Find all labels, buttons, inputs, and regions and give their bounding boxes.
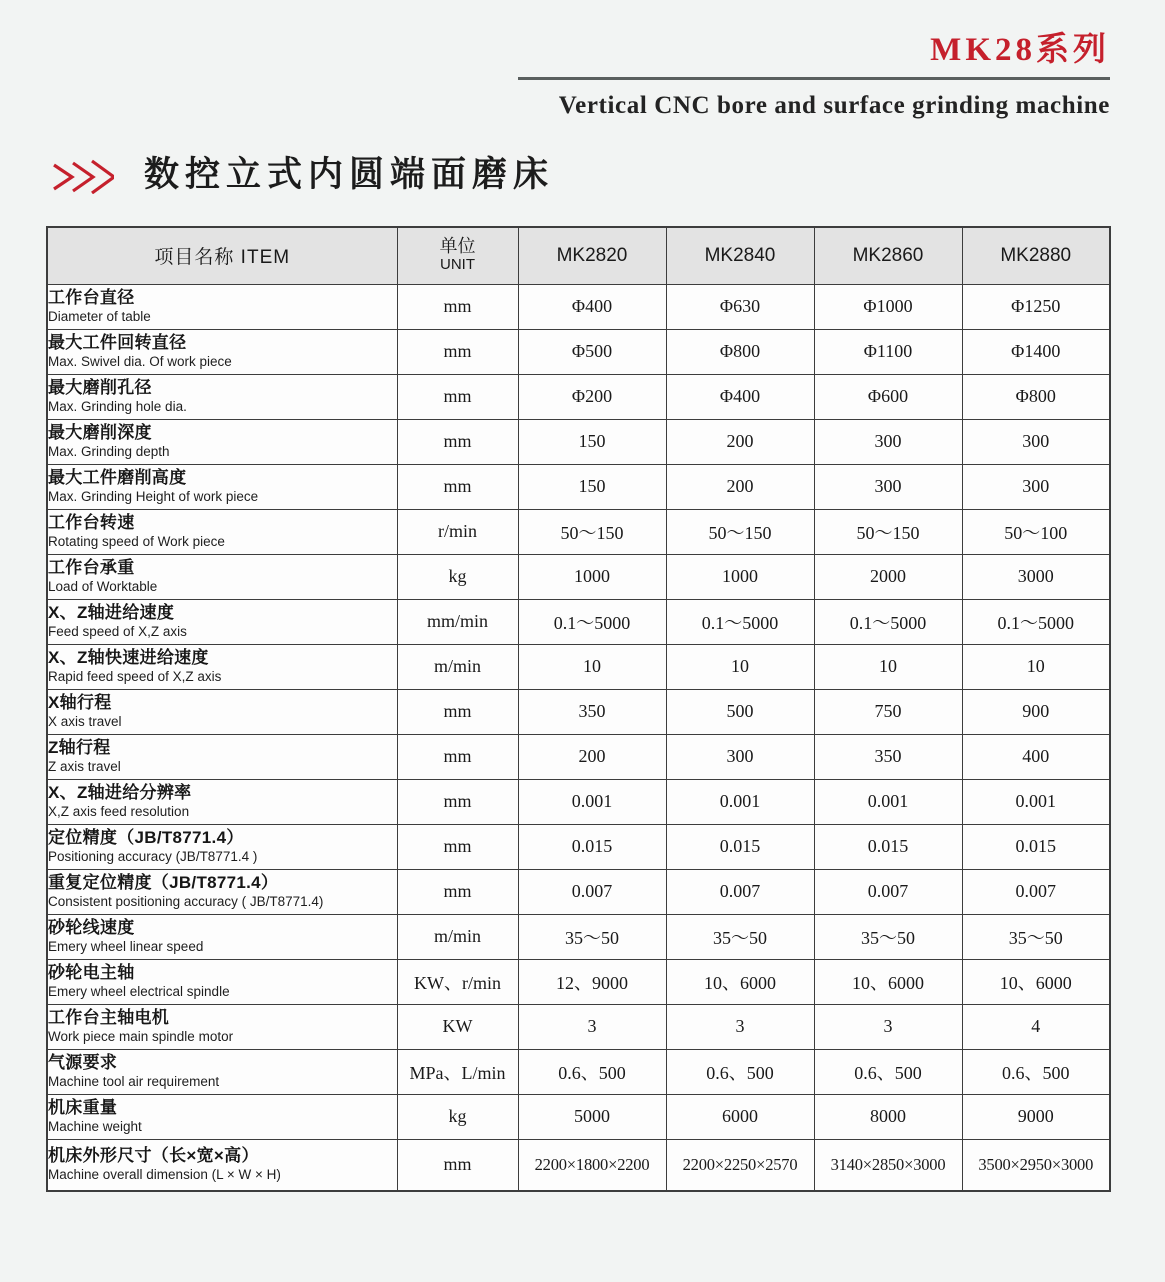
row-value-cell: 0.1～5000: [814, 599, 962, 644]
table-row: [47, 329, 1110, 374]
row-value-cell: 2200×2250×2570: [666, 1139, 814, 1191]
row-value-cell: 5000: [518, 1094, 666, 1139]
row-item-label-cn: 工作台直径: [48, 288, 135, 308]
table-row: [47, 464, 1110, 509]
table-row: [47, 734, 1110, 779]
column-header-item: 项目名称 ITEM: [47, 227, 397, 285]
row-value-cell: 3140×2850×3000: [814, 1139, 962, 1191]
row-item-label-cn: 砂轮线速度: [48, 918, 135, 938]
table-row: [47, 869, 1110, 914]
column-header-model-0: MK2820: [518, 227, 666, 285]
row-value-cell: 150: [518, 419, 666, 464]
table-row: [47, 509, 1110, 554]
row-item-cell: [47, 914, 397, 959]
column-header-model-3: MK2880: [962, 227, 1110, 285]
row-item-label-en: Feed speed of X,Z axis: [48, 624, 187, 640]
row-item-label-cn: X、Z轴快速进给速度: [48, 648, 209, 668]
row-item-cell: [47, 554, 397, 599]
row-unit-cell: mm: [397, 419, 518, 464]
row-value-cell: 0.6、500: [814, 1049, 962, 1094]
row-item-label-cn: 工作台承重: [48, 558, 135, 578]
row-unit-cell: kg: [397, 1094, 518, 1139]
row-item-label-en: X,Z axis feed resolution: [48, 804, 190, 820]
page-subtitle: Vertical CNC bore and surface grinding machine: [558, 92, 1110, 119]
row-value-cell: 10: [518, 644, 666, 689]
headline-chinese: 数控立式内圆端面磨床: [144, 155, 555, 195]
row-value-cell: 10、6000: [814, 959, 962, 1004]
row-unit-cell: KW: [397, 1004, 518, 1049]
specification-table-wrapper: [46, 226, 1110, 1193]
table-row: [47, 644, 1110, 689]
table-row: [47, 1004, 1110, 1049]
row-item-label-en: Rotating speed of Work piece: [48, 534, 225, 550]
row-value-cell: Φ600: [814, 374, 962, 419]
row-item-cell: [47, 374, 397, 419]
row-value-cell: 2000: [814, 554, 962, 599]
row-item-label-cn: X轴行程: [48, 693, 112, 713]
row-unit-cell: mm: [397, 689, 518, 734]
row-unit-cell: mm: [397, 824, 518, 869]
row-value-cell: 150: [518, 464, 666, 509]
row-unit-cell: kg: [397, 554, 518, 599]
row-item-label-cn: X、Z轴进给速度: [48, 603, 175, 623]
row-value-cell: 35～50: [814, 914, 962, 959]
row-value-cell: 2200×1800×2200: [518, 1139, 666, 1191]
row-value-cell: 6000: [666, 1094, 814, 1139]
row-unit-cell: r/min: [397, 509, 518, 554]
row-value-cell: 500: [666, 689, 814, 734]
row-value-cell: 1000: [666, 554, 814, 599]
row-item-cell: [47, 419, 397, 464]
row-item-cell: [47, 509, 397, 554]
row-item-label-en: Load of Worktable: [48, 579, 158, 595]
row-value-cell: 300: [814, 464, 962, 509]
row-item-cell: [47, 329, 397, 374]
row-value-cell: 900: [962, 689, 1110, 734]
row-unit-cell: KW、r/min: [397, 959, 518, 1004]
row-value-cell: 200: [518, 734, 666, 779]
row-value-cell: Φ500: [518, 329, 666, 374]
row-item-label-en: Positioning accuracy (JB/T8771.4 ): [48, 849, 258, 865]
page-header: [0, 0, 1165, 120]
row-item-label-en: Machine tool air requirement: [48, 1074, 220, 1090]
row-item-label-en: Max. Grinding depth: [48, 444, 170, 460]
row-unit-cell: mm: [397, 329, 518, 374]
chevron-right-triple-icon: [52, 158, 114, 194]
table-row: [47, 959, 1110, 1004]
row-value-cell: 200: [666, 419, 814, 464]
row-value-cell: Φ630: [666, 284, 814, 329]
table-row: [47, 1094, 1110, 1139]
table-row: [47, 779, 1110, 824]
row-item-label-en: Z axis travel: [48, 759, 121, 775]
row-value-cell: 200: [666, 464, 814, 509]
row-value-cell: 35～50: [666, 914, 814, 959]
row-value-cell: 3: [666, 1004, 814, 1049]
row-item-label-cn: 定位精度（JB/T8771.4）: [48, 828, 244, 848]
row-item-cell: [47, 689, 397, 734]
table-body: [47, 284, 1110, 1191]
table-row: [47, 599, 1110, 644]
row-item-label-cn: 气源要求: [48, 1053, 118, 1073]
table-row: [47, 914, 1110, 959]
row-item-cell: [47, 1094, 397, 1139]
row-item-label-en: Rapid feed speed of X,Z axis: [48, 669, 222, 685]
row-value-cell: 10: [814, 644, 962, 689]
row-value-cell: 35～50: [962, 914, 1110, 959]
row-value-cell: 0.6、500: [962, 1049, 1110, 1094]
row-value-cell: 35～50: [518, 914, 666, 959]
row-value-cell: 0.015: [814, 824, 962, 869]
row-value-cell: 0.1～5000: [666, 599, 814, 644]
row-value-cell: 350: [814, 734, 962, 779]
row-item-cell: [47, 1049, 397, 1094]
row-value-cell: 10: [666, 644, 814, 689]
table-row: [47, 374, 1110, 419]
row-value-cell: Φ800: [962, 374, 1110, 419]
row-value-cell: Φ800: [666, 329, 814, 374]
row-value-cell: 0.015: [518, 824, 666, 869]
row-item-label-cn: 最大磨削孔径: [48, 378, 152, 398]
row-value-cell: 50～100: [962, 509, 1110, 554]
row-value-cell: 0.007: [518, 869, 666, 914]
table-row: [47, 1139, 1110, 1191]
row-item-cell: [47, 869, 397, 914]
row-item-label-en: Max. Grinding Height of work piece: [48, 489, 259, 505]
row-value-cell: 12、9000: [518, 959, 666, 1004]
row-item-label-en: Max. Grinding hole dia.: [48, 399, 187, 415]
row-item-label-cn: 机床重量: [48, 1098, 118, 1118]
row-unit-cell: mm: [397, 734, 518, 779]
table-header: [47, 227, 1110, 285]
row-value-cell: Φ400: [666, 374, 814, 419]
row-item-cell: [47, 599, 397, 644]
row-value-cell: 0.6、500: [518, 1049, 666, 1094]
row-value-cell: Φ200: [518, 374, 666, 419]
row-item-cell: [47, 284, 397, 329]
row-value-cell: 300: [666, 734, 814, 779]
row-unit-cell: mm: [397, 1139, 518, 1191]
row-value-cell: 10、6000: [962, 959, 1110, 1004]
column-header-model-2: MK2860: [814, 227, 962, 285]
row-unit-cell: mm/min: [397, 599, 518, 644]
row-unit-cell: mm: [397, 284, 518, 329]
row-value-cell: 750: [814, 689, 962, 734]
row-value-cell: 0.001: [814, 779, 962, 824]
row-value-cell: 3500×2950×3000: [962, 1139, 1110, 1191]
table-row: [47, 419, 1110, 464]
row-unit-cell: m/min: [397, 914, 518, 959]
row-value-cell: 300: [962, 419, 1110, 464]
row-unit-cell: mm: [397, 779, 518, 824]
row-value-cell: 10: [962, 644, 1110, 689]
row-item-label-en: Consistent positioning accuracy ( JB/T8771.4): [48, 894, 324, 910]
row-item-label-cn: 砂轮电主轴: [48, 963, 135, 983]
header-divider: [518, 77, 1110, 80]
row-value-cell: 350: [518, 689, 666, 734]
row-value-cell: 10、6000: [666, 959, 814, 1004]
table-row: [47, 1049, 1110, 1094]
row-value-cell: Φ1100: [814, 329, 962, 374]
table-row: [47, 824, 1110, 869]
column-header-unit-en: UNIT: [440, 256, 475, 274]
row-value-cell: 3: [814, 1004, 962, 1049]
series-title: MK28系列: [930, 32, 1110, 68]
specification-table: [46, 226, 1111, 1193]
row-value-cell: 9000: [962, 1094, 1110, 1139]
row-value-cell: 0.1～5000: [962, 599, 1110, 644]
row-value-cell: 300: [814, 419, 962, 464]
column-header-unit: [397, 227, 518, 285]
row-value-cell: 4: [962, 1004, 1110, 1049]
row-item-label-en: Diameter of table: [48, 309, 151, 325]
row-item-cell: [47, 1004, 397, 1049]
table-row: [47, 554, 1110, 599]
row-unit-cell: mm: [397, 464, 518, 509]
row-item-label-cn: 机床外形尺寸（长×宽×高）: [48, 1146, 259, 1166]
row-value-cell: 0.015: [666, 824, 814, 869]
row-unit-cell: m/min: [397, 644, 518, 689]
column-header-model-1: MK2840: [666, 227, 814, 285]
row-item-cell: [47, 734, 397, 779]
row-item-cell: [47, 464, 397, 509]
table-row: [47, 689, 1110, 734]
row-unit-cell: mm: [397, 374, 518, 419]
row-item-label-en: Emery wheel linear speed: [48, 939, 204, 955]
row-value-cell: 0.007: [814, 869, 962, 914]
row-unit-cell: MPa、L/min: [397, 1049, 518, 1094]
row-item-label-cn: 工作台转速: [48, 513, 135, 533]
row-value-cell: 3: [518, 1004, 666, 1049]
row-value-cell: 0.001: [666, 779, 814, 824]
row-item-cell: [47, 959, 397, 1004]
row-item-label-cn: Z轴行程: [48, 738, 111, 758]
row-value-cell: 50～150: [814, 509, 962, 554]
table-row: [47, 284, 1110, 329]
row-value-cell: 50～150: [666, 509, 814, 554]
row-item-cell: [47, 1139, 397, 1191]
row-value-cell: 8000: [814, 1094, 962, 1139]
row-item-label-cn: 最大工件磨削高度: [48, 468, 187, 488]
headline-block: [52, 155, 1165, 195]
row-value-cell: 0.6、500: [666, 1049, 814, 1094]
row-value-cell: 300: [962, 464, 1110, 509]
row-value-cell: 0.007: [666, 869, 814, 914]
row-value-cell: Φ1000: [814, 284, 962, 329]
row-item-label-cn: 最大磨削深度: [48, 423, 152, 443]
row-item-cell: [47, 644, 397, 689]
row-unit-cell: mm: [397, 869, 518, 914]
table-header-row: [47, 227, 1110, 285]
row-item-label-cn: X、Z轴进给分辨率: [48, 783, 192, 803]
row-value-cell: 3000: [962, 554, 1110, 599]
row-value-cell: 0.015: [962, 824, 1110, 869]
row-value-cell: Φ1250: [962, 284, 1110, 329]
row-item-label-en: Work piece main spindle motor: [48, 1029, 234, 1045]
row-item-label-en: X axis travel: [48, 714, 122, 730]
row-item-cell: [47, 824, 397, 869]
row-value-cell: 1000: [518, 554, 666, 599]
row-item-cell: [47, 779, 397, 824]
row-value-cell: 0.1～5000: [518, 599, 666, 644]
row-item-label-en: Machine weight: [48, 1119, 142, 1135]
row-value-cell: 0.001: [518, 779, 666, 824]
row-value-cell: Φ400: [518, 284, 666, 329]
column-header-unit-cn: 单位: [439, 236, 476, 257]
row-item-label-en: Machine overall dimension (L × W × H): [48, 1167, 281, 1183]
row-item-label-cn: 最大工件回转直径: [48, 333, 187, 353]
row-item-label-cn: 工作台主轴电机: [48, 1008, 170, 1028]
row-value-cell: Φ1400: [962, 329, 1110, 374]
row-value-cell: 0.001: [962, 779, 1110, 824]
row-value-cell: 400: [962, 734, 1110, 779]
row-value-cell: 50～150: [518, 509, 666, 554]
row-item-label-cn: 重复定位精度（JB/T8771.4）: [48, 873, 279, 893]
row-value-cell: 0.007: [962, 869, 1110, 914]
row-item-label-en: Max. Swivel dia. Of work piece: [48, 354, 232, 370]
row-item-label-en: Emery wheel electrical spindle: [48, 984, 230, 1000]
